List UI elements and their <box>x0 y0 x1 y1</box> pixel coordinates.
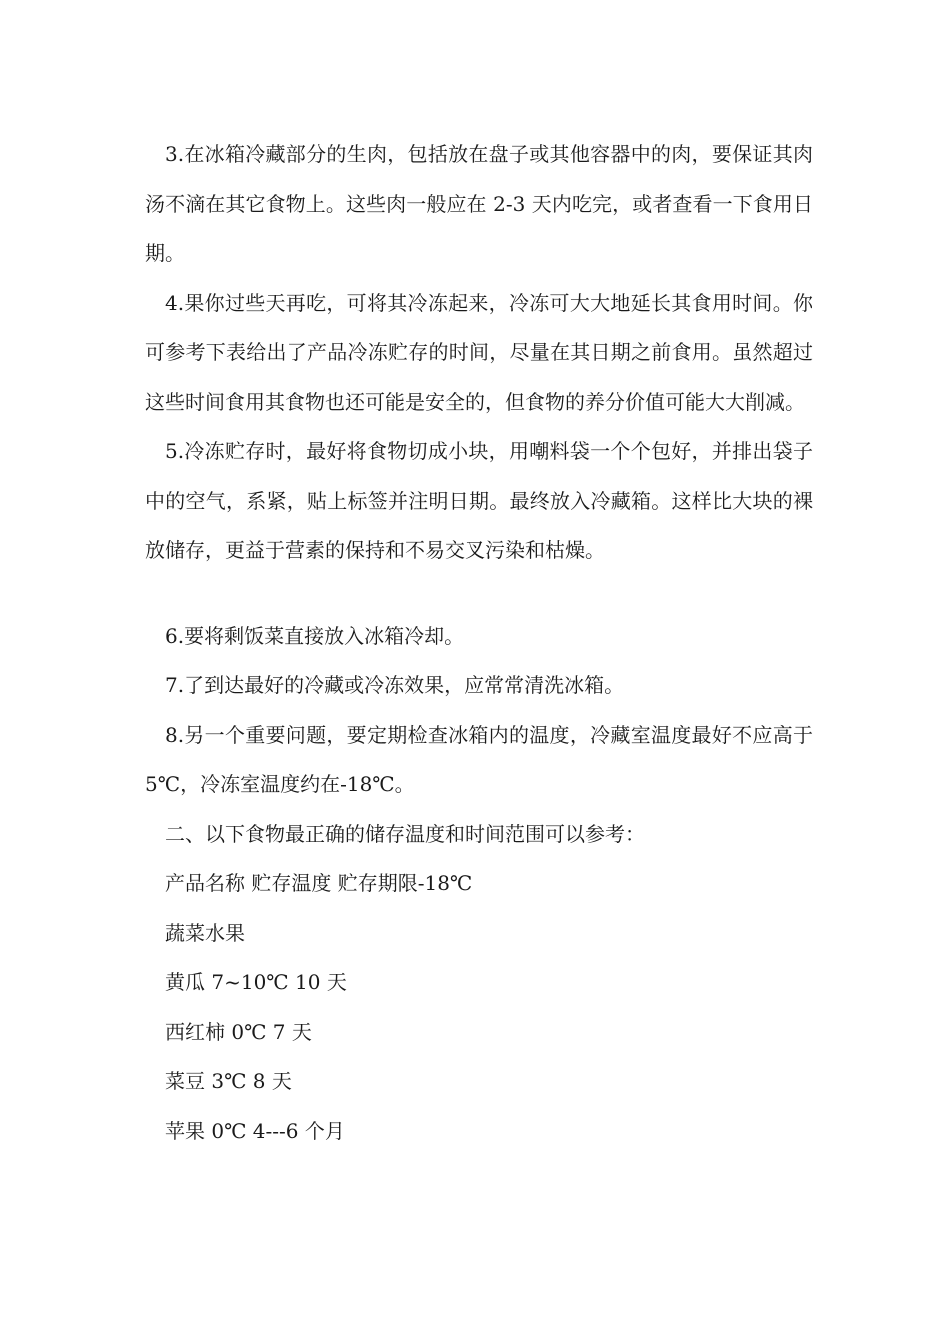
paragraph-spacer <box>145 576 813 612</box>
paragraph-raw-meat-storage: 3.在冰箱冷藏部分的生肉，包括放在盘子或其他容器中的肉，要保证其肉汤不滴在其它食物上。这些肉一般应在 2-3 天内吃完，或者查看一下食用日期。 <box>145 142 813 265</box>
paragraph-check-temperature: 8.另一个重要问题，要定期检查冰箱内的温度，冷藏室温度最好不应高于 5℃，冷冻室温度约在-18℃。 <box>145 722 813 796</box>
list-item-cucumber: 黄瓜 7~10℃ 10 天 <box>165 970 347 994</box>
list-item-beans: 菜豆 3℃ 8 天 <box>165 1069 292 1093</box>
table-header-line: 产品名称 贮存温度 贮存期限-18℃ <box>165 871 473 895</box>
list-item-tomato: 西红柿 0℃ 7 天 <box>165 1019 312 1044</box>
paragraph-clean-fridge: 7.了到达最好的冷藏或冷冻效果，应常常清洗冰箱。 <box>165 673 625 697</box>
document-body <box>145 130 813 1156</box>
section-heading-storage-reference: 二、以下食物最正确的储存温度和时间范围可以参考： <box>165 821 645 846</box>
category-vegetables-fruits: 蔬菜水果 <box>165 920 245 945</box>
list-item-apple: 苹果 0℃ 4---6 个月 <box>165 1118 345 1143</box>
paragraph-leftovers: 6.要将剩饭菜直接放入冰箱冷却。 <box>165 623 465 648</box>
paragraph-freezing-packaging: 5.冷冻贮存时，最好将食物切成小块，用嘲料袋一个个包好，并排出袋子中的空气，系紧，贴上标签并注明日期。最终放入冷藏箱。这样比大块的裸放储存，更益于营素的保持和不易交叉污染和枯燥。 <box>145 439 813 562</box>
paragraph-freezing-extends-time: 4.果你过些天再吃，可将其冷冻起来，冷冻可大大地延长其食用时间。你可参考下表给出了产品冷冻贮存的时间，尽量在其日期之前食用。虽然超过这些时间食用其食物也还可能是安全的，但食物的养分价值可能大大削减。 <box>145 290 813 414</box>
